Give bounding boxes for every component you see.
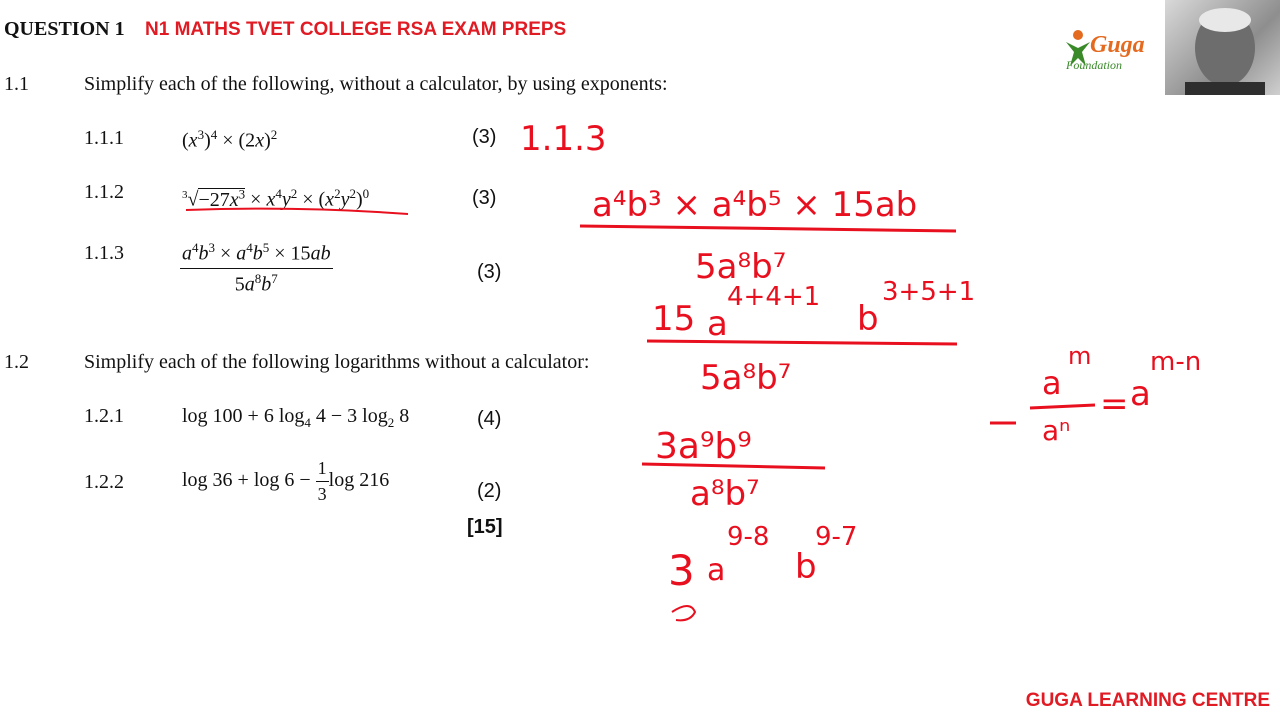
- hw-l3-num: 3a⁹b⁹: [655, 426, 752, 467]
- hw-fraction-bar-1: [580, 226, 956, 231]
- hw-l4-b: b: [795, 547, 817, 587]
- hw-l4-coef: 3: [668, 546, 695, 595]
- footer-brand: GUGA LEARNING CENTRE: [1025, 690, 1270, 711]
- logo-sub: Foundation: [1066, 58, 1122, 72]
- item-1-1-3-number: 1.1.3: [84, 242, 124, 264]
- item-1-1-1-expression: $(x^3)^4 \times (2x)^2$: [182, 127, 278, 152]
- hw-l4-a: a: [707, 553, 726, 588]
- hw-l2-a: a: [707, 304, 728, 344]
- item-1-1-2-marks: (3): [472, 187, 497, 209]
- question-title: QUESTION 1: [4, 18, 125, 40]
- item-1-1-3-marks: (3): [477, 261, 502, 283]
- item-1-2-1-marks: (4): [477, 408, 502, 430]
- item-1-2-1-number: 1.2.1: [84, 405, 124, 427]
- q1-1-text: Simplify each of the following, without a calculator, by using exponents:: [84, 73, 668, 95]
- underline-mark: [186, 209, 408, 214]
- item-1-2-2-marks: (2): [477, 480, 502, 502]
- hw-fraction-bar-3: [642, 464, 825, 468]
- item-1-1-2-expression: $^3√-27x^3 \times x^4y^2 \times (x^2y^2)^0$: [182, 186, 370, 211]
- total-marks: [15]: [467, 516, 503, 538]
- item-1-2-2-number: 1.2.2: [84, 471, 124, 493]
- hw-l4-b-exp: 9-7: [815, 522, 858, 552]
- hw-rule-bar: [1030, 405, 1095, 408]
- q1-2-text: Simplify each of the following logarithms without a calculator:: [84, 351, 590, 373]
- hw-rule-rhs-exp: m-n: [1150, 347, 1202, 377]
- hw-l2-a-exp: 4+4+1: [727, 282, 821, 312]
- question-subtitle: N1 MATHS TVET COLLEGE RSA EXAM PREPS: [145, 19, 567, 40]
- hw-l2-coef: 15: [652, 299, 696, 339]
- item-1-1-3-expression: $\frac{a^4b^3 \times a^4b^5 \times 15ab}{5a^8b^7}$: [182, 240, 331, 296]
- hw-l2-b-exp: 3+5+1: [882, 277, 976, 307]
- hw-l2-b: b: [857, 299, 879, 339]
- hw-rule-den: aⁿ: [1042, 414, 1071, 447]
- hw-rule-eq: =: [1100, 384, 1129, 424]
- q1-1-number: 1.1: [4, 73, 29, 95]
- item-1-2-2-expression: log 36 + log 6 − $\frac{1}{3}$ log 216: [182, 458, 390, 504]
- item-1-2-1-expression: log 100 + 6 $\log_4 4 - 3$ $\log_2 8$: [182, 405, 410, 430]
- hw-rule-num-exp: m: [1068, 342, 1092, 370]
- hw-l3-den: a⁸b⁷: [690, 474, 760, 514]
- hw-scribble: [672, 606, 695, 620]
- item-1-1-1-number: 1.1.1: [84, 127, 124, 149]
- q1-2-number: 1.2: [4, 351, 29, 373]
- hw-l2-den: 5a⁸b⁷: [700, 358, 792, 398]
- hw-l4-a-exp: 9-8: [727, 522, 770, 552]
- hw-rule-rhs: a: [1130, 374, 1151, 414]
- item-1-1-1-marks: (3): [472, 126, 497, 148]
- hw-fraction-bar-2: [647, 341, 957, 344]
- logo-name: Guga: [1090, 32, 1145, 58]
- hw-l1-den: 5a⁸b⁷: [695, 247, 787, 287]
- hw-rule-num: a: [1042, 364, 1062, 402]
- hw-l1-num: a⁴b³ × a⁴b⁵ × 15ab: [592, 185, 918, 225]
- item-1-1-2-number: 1.1.2: [84, 181, 124, 203]
- hw-label: 1.1.3: [520, 119, 607, 159]
